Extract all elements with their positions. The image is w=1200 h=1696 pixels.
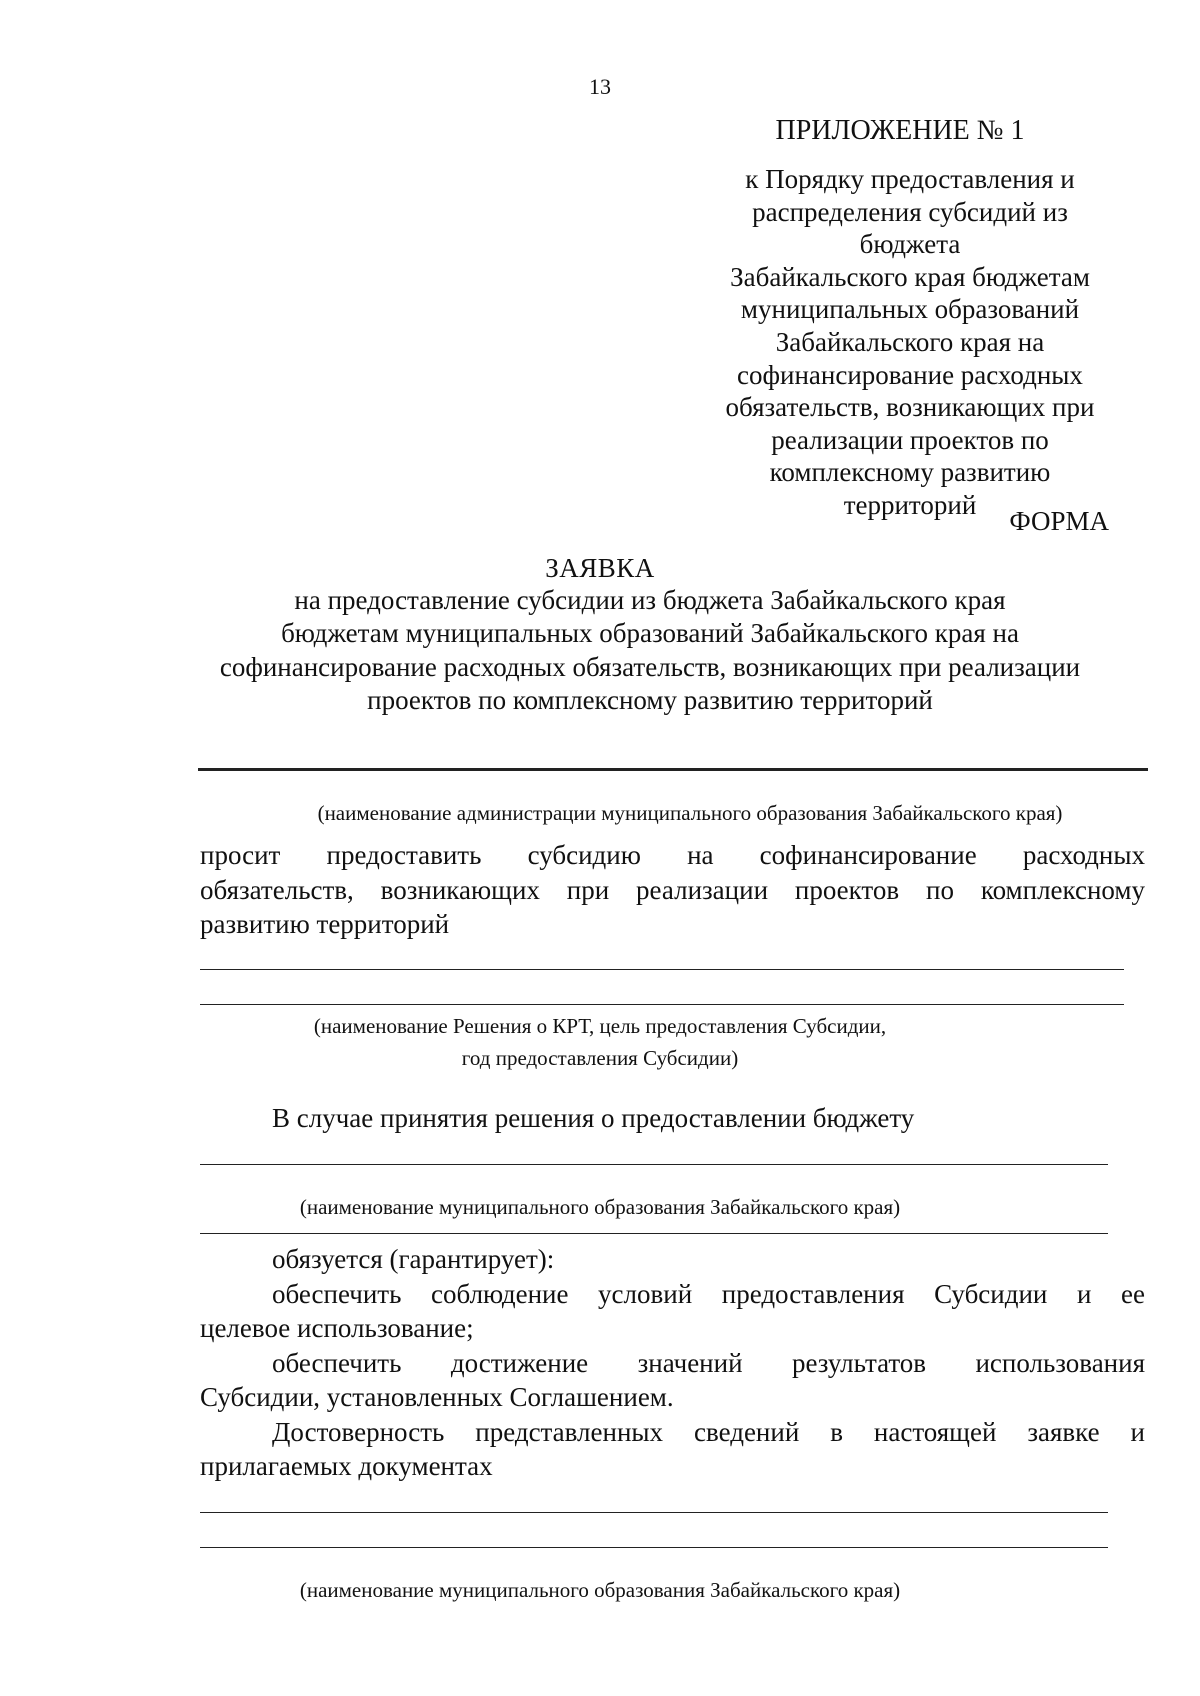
- caption-municipality-2: (наименование муниципального образования Забайкальского края): [299, 1578, 901, 1602]
- page-number: 13: [589, 74, 611, 99]
- obligation-2-first-line: обеспечить достижение значений результатов использования: [272, 1348, 1145, 1378]
- reliability-rest: прилагаемых документах: [200, 1451, 493, 1481]
- appendix-reference-line: муниципальных образований: [740, 294, 1080, 325]
- form-label: ФОРМА: [1009, 506, 1109, 536]
- request-paragraph: [200, 838, 1145, 942]
- decision-fill-line-1[interactable]: [200, 969, 1124, 970]
- subtitle-line: бюджетам муниципальных образований Забайкальского края на: [281, 618, 1019, 649]
- request-line: обязательств, возникающих при реализации проектов по комплексному: [200, 874, 1145, 905]
- request-line: просит предоставить субсидию на софинансирование расходных: [200, 840, 1145, 870]
- appendix-reference-line: софинансирование расходных: [737, 359, 1083, 390]
- subtitle-line: софинансирование расходных обязательств, возникающих при реализации: [219, 651, 1081, 682]
- appendix-reference-line: комплексному развитию территорий: [769, 457, 1051, 520]
- appendix-reference-line: распределения субсидий из бюджета: [752, 196, 1068, 260]
- subtitle-line: на предоставление субсидии из бюджета Забайкальского края: [294, 585, 1006, 615]
- decision-fill-line-2[interactable]: [200, 1004, 1124, 1005]
- reliability-first-line: Достоверность представленных сведений в настоящей заявке и: [272, 1417, 1145, 1447]
- reliability-fill-line-2[interactable]: [200, 1547, 1108, 1548]
- application-title: ЗАЯВКА: [545, 553, 655, 583]
- subtitle-line: проектов по комплексному развитию территорий: [367, 685, 933, 716]
- caption-decision-line: (наименование Решения о КРТ, цель предоставления Субсидии,: [313, 1014, 887, 1038]
- case-text: В случае принятия решения о предоставлении бюджету: [272, 1103, 915, 1133]
- administration-fill-line[interactable]: [198, 768, 1148, 771]
- application-subtitle: [210, 584, 1090, 718]
- obligation-intro: обязуется (гарантирует):: [272, 1244, 555, 1274]
- caption-decision-line: год предоставления Субсидии): [461, 1046, 739, 1070]
- obligation-1-first-line: обеспечить соблюдение условий предоставления Субсидии и ее: [272, 1279, 1145, 1309]
- municipality-fill-line-1[interactable]: [200, 1164, 1108, 1165]
- obligation-1-rest: целевое использование;: [200, 1313, 474, 1343]
- caption-decision: [0, 1010, 1200, 1074]
- reliability-fill-line-1[interactable]: [200, 1512, 1108, 1513]
- appendix-reference: [700, 163, 1120, 522]
- caption-administration: (наименование администрации муниципального образования Забайкальского края): [317, 801, 1063, 825]
- appendix-reference-line: реализации проектов по: [771, 424, 1049, 455]
- municipality-fill-line-2[interactable]: [200, 1233, 1108, 1234]
- appendix-reference-line: Забайкальского края бюджетам: [730, 261, 1090, 292]
- caption-municipality-1: (наименование муниципального образования Забайкальского края): [299, 1195, 901, 1219]
- obligation-2-rest: Субсидии, установленных Соглашением.: [200, 1382, 674, 1412]
- appendix-reference-line: Забайкальского края на: [775, 326, 1045, 357]
- appendix-reference-line: к Порядку предоставления и: [745, 164, 1075, 194]
- appendix-title: ПРИЛОЖЕНИЕ № 1: [775, 115, 1025, 146]
- appendix-reference-line: обязательств, возникающих при: [725, 392, 1095, 423]
- request-line: развитию территорий: [200, 909, 450, 939]
